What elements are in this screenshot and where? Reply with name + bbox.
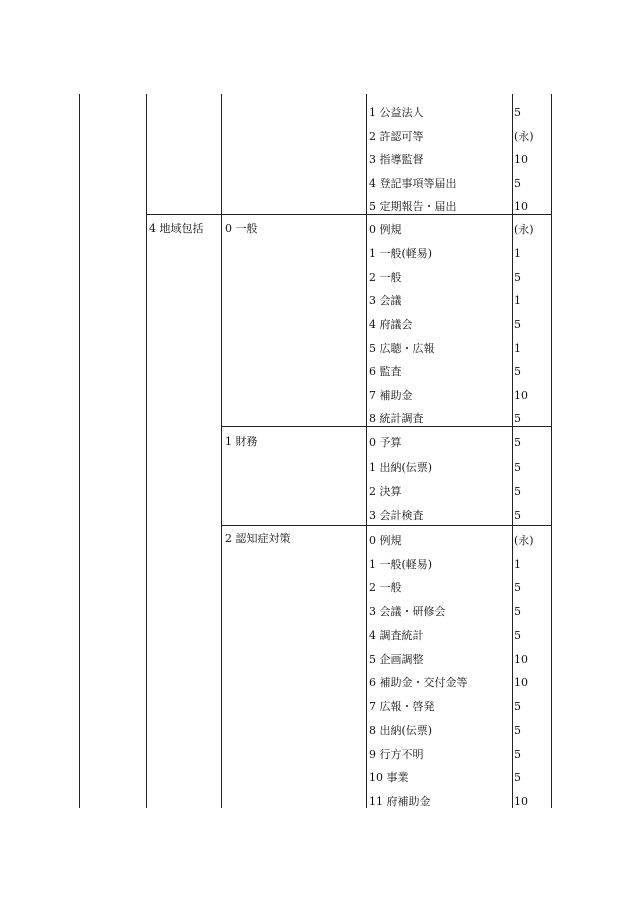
- retention-years-cell: 5: [514, 177, 521, 190]
- table-row: [0, 787, 630, 811]
- retention-years-cell: 1: [514, 294, 521, 307]
- retention-years-cell: (永): [514, 534, 534, 547]
- item-cell: 5 広聴・広報: [369, 342, 435, 355]
- retention-years-cell: (永): [514, 223, 534, 236]
- table-row: [0, 453, 630, 477]
- table-row: [0, 169, 630, 193]
- category-level2-cell: 0 一般: [225, 222, 258, 235]
- retention-years-cell: 5: [514, 106, 521, 119]
- category-level2-cell: 1 財務: [225, 435, 258, 448]
- retention-years-cell: 1: [514, 342, 521, 355]
- retention-years-cell: 5: [514, 436, 521, 449]
- item-cell: 7 広報・啓発: [369, 700, 435, 713]
- item-cell: 3 会議: [369, 294, 402, 307]
- item-cell: 3 会議・研修会: [369, 605, 446, 618]
- item-cell: 9 行方不明: [369, 748, 424, 761]
- item-cell: 2 一般: [369, 271, 402, 284]
- item-cell: 11 府補助金: [369, 795, 431, 808]
- table-row: [0, 357, 630, 381]
- item-cell: 2 決算: [369, 485, 402, 498]
- table-row: [0, 334, 630, 358]
- retention-years-cell: 5: [514, 629, 521, 642]
- item-cell: 0 例規: [369, 534, 402, 547]
- table-row: [0, 98, 630, 122]
- table-row: [0, 263, 630, 287]
- table-row: [0, 192, 630, 216]
- table-row: [0, 573, 630, 597]
- retention-years-cell: 5: [514, 485, 521, 498]
- retention-years-cell: 10: [514, 653, 528, 666]
- item-cell: 1 一般(軽易): [369, 558, 433, 571]
- retention-years-cell: 5: [514, 365, 521, 378]
- item-cell: 4 登記事項等届出: [369, 177, 457, 190]
- retention-years-cell: 5: [514, 412, 521, 425]
- item-cell: 8 出納(伝票): [369, 724, 433, 737]
- item-cell: 10 事業: [369, 771, 409, 784]
- item-cell: 3 会計検査: [369, 509, 424, 522]
- retention-years-cell: 10: [514, 200, 528, 213]
- item-cell: 6 補助金・交付金等: [369, 676, 468, 689]
- retention-years-cell: 5: [514, 605, 521, 618]
- item-cell: 1 公益法人: [369, 106, 424, 119]
- table-row: [0, 692, 630, 716]
- retention-years-cell: 5: [514, 748, 521, 761]
- retention-years-cell: 5: [514, 271, 521, 284]
- item-cell: 7 補助金: [369, 389, 413, 402]
- item-cell: 5 企画調整: [369, 653, 424, 666]
- retention-years-cell: 10: [514, 676, 528, 689]
- table-row: [0, 668, 630, 692]
- item-cell: 6 監査: [369, 365, 402, 378]
- table-row: [0, 621, 630, 645]
- table-row: [0, 716, 630, 740]
- table-row: [0, 645, 630, 669]
- item-cell: 8 統計調査: [369, 412, 424, 425]
- table-row: [0, 550, 630, 574]
- table-row: [0, 501, 630, 525]
- retention-years-cell: 5: [514, 461, 521, 474]
- retention-years-cell: (永): [514, 130, 534, 143]
- item-cell: 1 出納(伝票): [369, 461, 433, 474]
- item-cell: 0 予算: [369, 436, 402, 449]
- retention-years-cell: 5: [514, 771, 521, 784]
- table-row: [0, 404, 630, 428]
- retention-years-cell: 5: [514, 724, 521, 737]
- table-row: [0, 286, 630, 310]
- item-cell: 3 指導監督: [369, 153, 424, 166]
- table-row: [0, 381, 630, 405]
- retention-years-cell: 5: [514, 318, 521, 331]
- retention-years-cell: 10: [514, 795, 528, 808]
- item-cell: 0 例規: [369, 223, 402, 236]
- category-level2-cell: 2 認知症対策: [225, 532, 291, 545]
- table-row: [0, 763, 630, 787]
- item-cell: 2 一般: [369, 581, 402, 594]
- retention-years-cell: 10: [514, 153, 528, 166]
- retention-years-cell: 5: [514, 581, 521, 594]
- retention-years-cell: 1: [514, 247, 521, 260]
- item-cell: 4 府議会: [369, 318, 413, 331]
- table-row: [0, 239, 630, 263]
- table-row: [0, 428, 630, 452]
- table-row: [0, 740, 630, 764]
- table-row: [0, 122, 630, 146]
- table-row: [0, 215, 630, 239]
- retention-years-cell: 5: [514, 509, 521, 522]
- item-cell: 2 許認可等: [369, 130, 424, 143]
- retention-years-cell: 10: [514, 389, 528, 402]
- table-row: [0, 526, 630, 550]
- table-row: [0, 145, 630, 169]
- item-cell: 1 一般(軽易): [369, 247, 433, 260]
- retention-years-cell: 1: [514, 558, 521, 571]
- item-cell: 4 調査統計: [369, 629, 424, 642]
- table-row: [0, 310, 630, 334]
- category-level1-cell: 4 地域包括: [149, 222, 204, 235]
- table-row: [0, 597, 630, 621]
- item-cell: 5 定期報告・届出: [369, 200, 457, 213]
- retention-years-cell: 5: [514, 700, 521, 713]
- table-row: [0, 477, 630, 501]
